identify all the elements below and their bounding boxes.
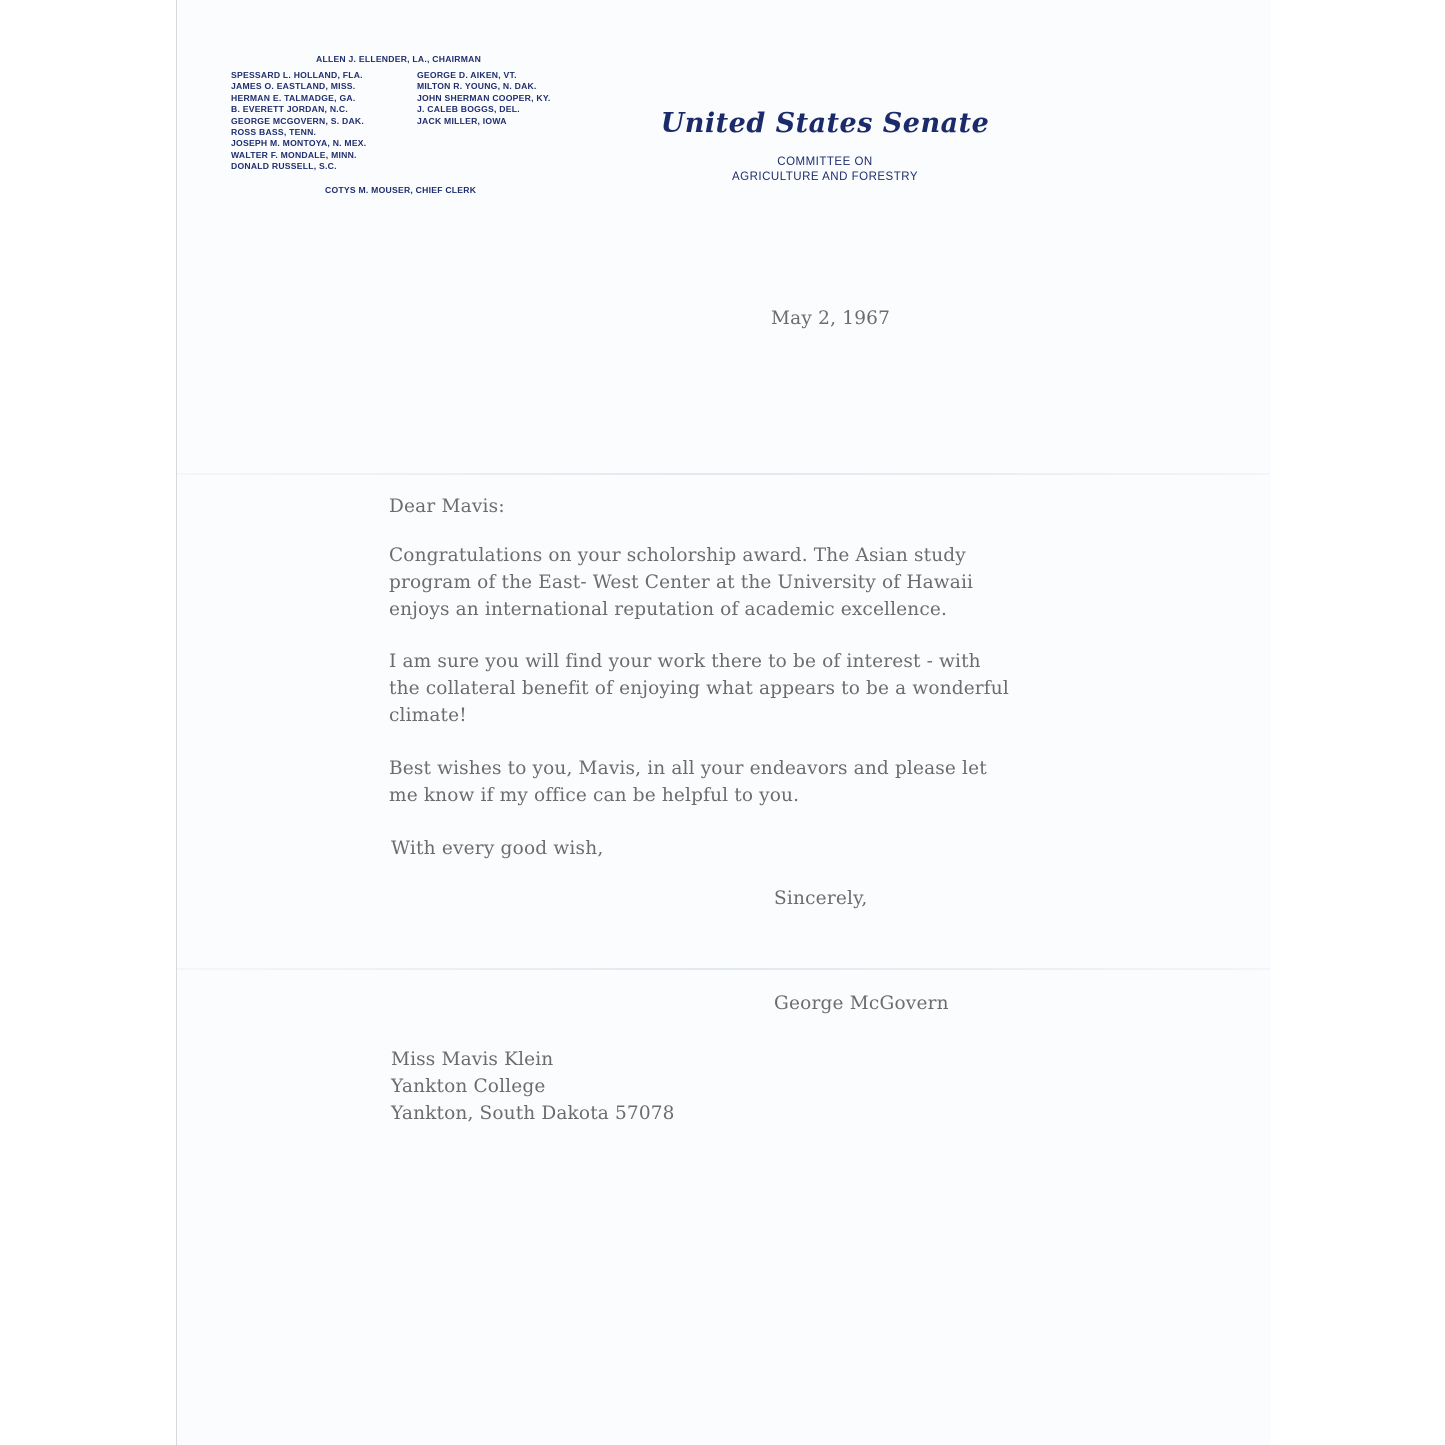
- member-name: JOSEPH M. MONTOYA, N. MEX.: [231, 138, 367, 149]
- body-paragraph: [389, 755, 987, 809]
- closing: Sincerely,: [774, 888, 868, 909]
- committee-name: [640, 155, 1010, 185]
- member-name: HERMAN E. TALMADGE, GA.: [231, 92, 356, 103]
- committee-line-1: COMMITTEE ON: [777, 156, 873, 168]
- committee-line-2: AGRICULTURE AND FORESTRY: [731, 171, 919, 183]
- letter-date: May 2, 1967: [771, 308, 891, 329]
- recipient-city-state-zip: Yankton, South Dakota 57078: [391, 1103, 675, 1124]
- body-line: program of the East- West Center at the University of Hawaii: [389, 572, 974, 593]
- chief-clerk-line: COTYS M. MOUSER, CHIEF CLERK: [325, 185, 477, 195]
- member-name: MILTON R. YOUNG, N. DAK.: [417, 81, 537, 92]
- body-line: I am sure you will find your work there to be of interest - with: [389, 651, 981, 672]
- member-name: JAMES O. EASTLAND, MISS.: [231, 81, 356, 92]
- member-name: GEORGE D. AIKEN, VT.: [417, 70, 517, 80]
- body-line: Best wishes to you, Mavis, in all your endeavors and please let: [389, 758, 987, 779]
- body-line: the collateral benefit of enjoying what appears to be a wonderful: [389, 678, 1009, 699]
- body-paragraph: [389, 648, 1009, 729]
- member-name: ROSS BASS, TENN.: [231, 126, 317, 137]
- salutation: Dear Mavis:: [389, 496, 505, 517]
- committee-members-left: [231, 70, 366, 173]
- signature-name: George McGovern: [774, 993, 949, 1014]
- body-line: Congratulations on your scholorship award. The Asian study: [389, 545, 966, 566]
- body-line: me know if my office can be helpful to you.: [389, 785, 800, 806]
- paper-fold-line: [176, 473, 1270, 475]
- member-name: WALTER F. MONDALE, MINN.: [231, 149, 357, 160]
- body-line: climate!: [389, 705, 467, 726]
- body-paragraph: [389, 542, 973, 623]
- member-name: B. EVERETT JORDAN, N.C.: [231, 104, 349, 115]
- recipient-institution: Yankton College: [391, 1076, 546, 1097]
- member-name: J. CALEB BOGGS, DEL.: [417, 104, 520, 115]
- recipient-name: Miss Mavis Klein: [391, 1049, 554, 1070]
- member-name: SPESSARD L. HOLLAND, FLA.: [231, 70, 363, 80]
- member-name: JOHN SHERMAN COOPER, KY.: [417, 92, 551, 103]
- paper-fold-line: [176, 968, 1270, 970]
- recipient-address: [391, 1046, 675, 1127]
- closing-wish: With every good wish,: [391, 838, 604, 859]
- senate-title: United States Senate: [660, 108, 990, 139]
- member-name: JACK MILLER, IOWA: [417, 115, 507, 126]
- member-name: DONALD RUSSELL, S.C.: [231, 161, 337, 172]
- committee-members-right: [417, 70, 551, 127]
- chairman-line: ALLEN J. ELLENDER, LA., CHAIRMAN: [316, 54, 482, 64]
- body-line: enjoys an international reputation of academic excellence.: [389, 599, 947, 620]
- member-name: GEORGE MCGOVERN, S. DAK.: [231, 115, 365, 126]
